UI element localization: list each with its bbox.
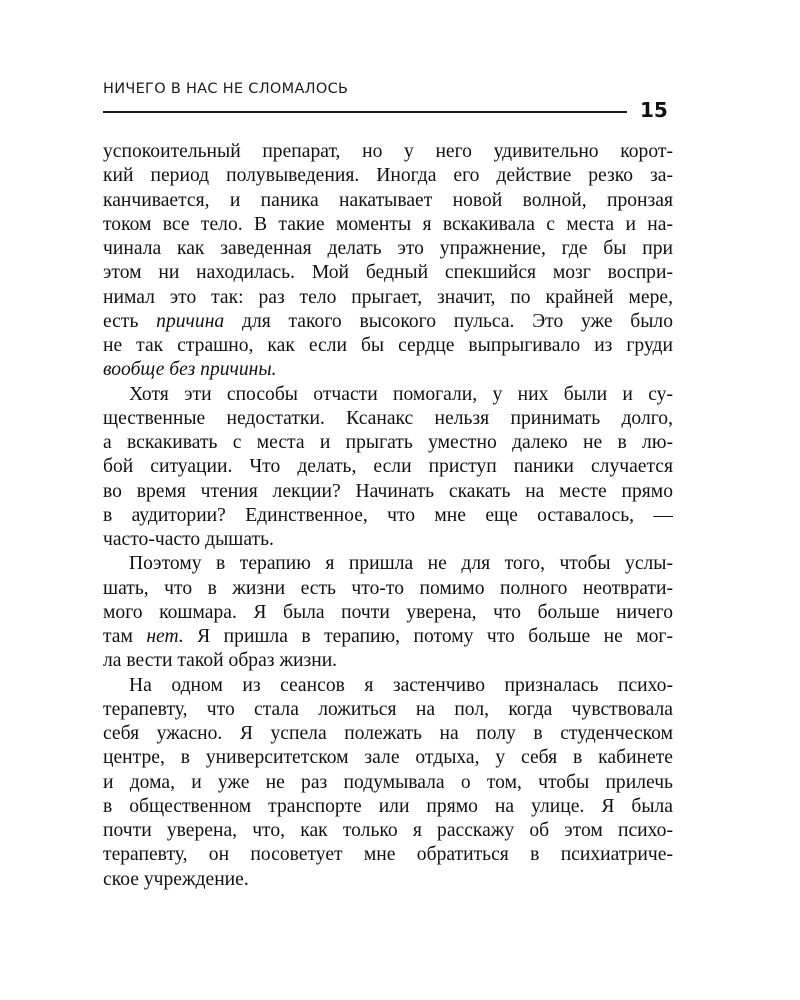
text-line-prefix: есть — [103, 310, 157, 332]
text-line-content: чинала как заведенная делать это упражнение, где бы при — [103, 238, 673, 259]
text-line-content: бой ситуации. Что делать, если приступ паники случается — [103, 456, 673, 478]
text-line-suffix: для такого высокого пульса. Это уже было — [224, 310, 673, 332]
running-head-title: НИЧЕГО В НАС НЕ СЛОМАЛОСЬ — [103, 81, 349, 97]
text-line-content: во время чтения лекции? Начинать скакать на месте прямо — [103, 480, 673, 502]
text-line-content: и дома, и уже не раз подумывала о том, чтобы прилечь — [103, 771, 673, 793]
text-line — [103, 140, 673, 164]
text-line-content: кий период полувыведения. Иногда его действие резко за- — [103, 165, 673, 187]
text-line-content: этом ни находилась. Мой бедный спекшийся мозг воспри- — [103, 262, 673, 284]
text-line-suffix: Я пришла в терапию, потому что больше не мог- — [183, 626, 673, 647]
text-line-content: щественные недостатки. Ксанакс нельзя принимать долго, — [103, 407, 673, 429]
emphasized-text: нет. — [146, 626, 184, 647]
text-line — [103, 577, 673, 601]
text-line-content: терапевту, что стала ложиться на пол, когда чувствовала — [103, 698, 673, 720]
body-text — [103, 140, 673, 892]
text-line-content: током все тело. В такие моменты я вскакивала с места и на- — [103, 213, 673, 235]
text-line-content: Поэтому в терапию я пришла не для того, чтобы услы- — [129, 553, 673, 575]
text-line — [103, 819, 673, 843]
text-line — [103, 358, 673, 382]
text-line-content: нимал это так: раз тело прыгает, значит, по крайней мере, — [103, 286, 673, 308]
text-line-content: ское учреждение. — [103, 868, 249, 890]
text-line-content: себя ужасно. Я успела полежать на полу в студенческом — [103, 723, 673, 744]
text-line — [103, 189, 673, 213]
text-line — [103, 746, 673, 770]
text-line-content: шать, что в жизни есть что-то помимо полного неотврати- — [103, 577, 673, 599]
text-line — [103, 237, 673, 261]
text-line — [103, 383, 673, 407]
text-line — [103, 601, 673, 625]
text-line — [103, 528, 673, 552]
text-line — [103, 771, 673, 795]
text-line-content: терапевту, он посоветует мне обратиться в психиатриче- — [103, 844, 673, 866]
text-line-content: часто-часто дышать. — [103, 529, 274, 550]
text-line-content: не так страшно, как если бы сердце выпрыгивало из груди — [103, 335, 673, 356]
text-line-content: канчивается, и паника накатывает новой волной, пронзая — [103, 189, 673, 211]
emphasized-text: вообще без причины. — [103, 359, 277, 381]
text-line — [103, 455, 673, 479]
text-line — [103, 698, 673, 722]
text-line — [103, 286, 673, 310]
text-line — [103, 334, 673, 358]
text-line — [103, 261, 673, 285]
page-number: 15 — [640, 98, 668, 122]
text-line — [103, 213, 673, 237]
emphasized-text: причина — [156, 310, 225, 332]
text-line-content: ла вести такой образ жизни. — [103, 650, 338, 672]
text-line-content: в аудитории? Единственное, что мне еще оставалось, — — [103, 504, 673, 526]
text-line — [103, 795, 673, 819]
text-line-content: На одном из сеансов я застенчиво призналась психо- — [129, 674, 673, 696]
text-line — [103, 431, 673, 455]
text-line — [103, 843, 673, 867]
header-rule — [103, 111, 627, 113]
text-line — [103, 674, 673, 698]
text-line-content: центре, в университетском зале отдыха, у себя в кабинете — [103, 747, 673, 769]
text-line — [103, 310, 673, 334]
text-line-content: в общественном транспорте или прямо на улице. Я была — [103, 795, 673, 817]
text-line — [103, 164, 673, 188]
text-line-prefix: там — [103, 626, 147, 647]
text-line — [103, 722, 673, 746]
text-line — [103, 649, 673, 673]
text-line — [103, 625, 673, 649]
text-line-content: мого кошмара. Я была почти уверена, что больше ничего — [103, 601, 673, 623]
text-line — [103, 552, 673, 576]
text-line — [103, 868, 673, 892]
text-line — [103, 480, 673, 504]
text-line-content: почти уверена, что, как только я расскажу об этом психо- — [103, 820, 673, 841]
text-line — [103, 504, 673, 528]
text-line-content: Хотя эти способы отчасти помогали, у них были и су- — [129, 383, 673, 405]
text-line-content: успокоительный препарат, но у него удивительно корот- — [103, 141, 673, 162]
text-line — [103, 407, 673, 431]
text-line-content: а вскакивать с места и прыгать уместно далеко не в лю- — [103, 432, 673, 453]
